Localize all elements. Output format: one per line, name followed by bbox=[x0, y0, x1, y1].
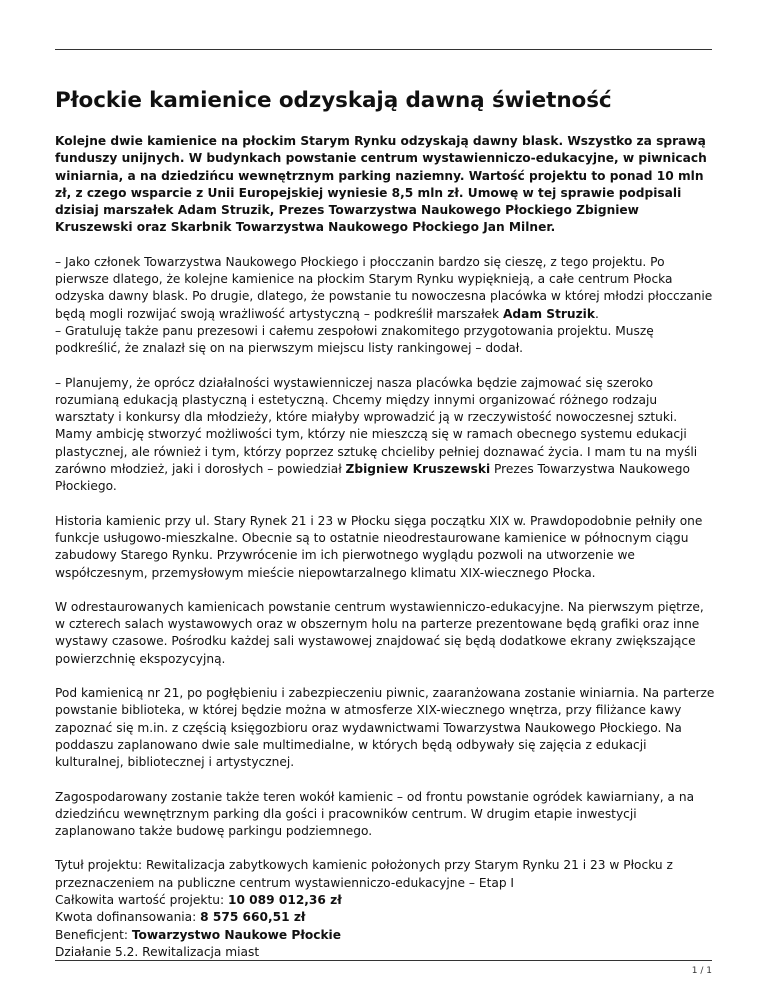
article bbox=[55, 84, 715, 961]
project-total-value: Całkowita wartość projektu: 10 089 012,36 zł bbox=[55, 892, 342, 907]
paragraph-2: – Planujemy, że oprócz działalności wystawienniczej nasza placówka będzie zajmować się szeroko rozumianą edukacją plastyczną i estetyczną. Chcemy między innymi organizować różnego rodzaju warsztaty i konkursy dla młodzieży, które miałyby wprowadzić ją w rzeczywistość nowoczesnej sztuki. Mamy ambicję stworzyć możliwości tym, którzy nie mieszczą się w ramach obecnego systemu edukacji plastycznej, ale również i tym, którzy poprzez sztukę chcieliby pełniej doznawać życia. I mam tu na myśli zarówno młodzież, jaki i dorosłych – powiedział Zbigniew Kruszewski Prezes Towarzystwa Naukowego Płockiego. bbox=[55, 375, 698, 494]
project-title: Tytuł projektu: Rewitalizacja zabytkowych kamienic położonych przy Starym Rynku 21 i 23 w Płocku z przeznaczeniem na publiczne centrum wystawienniczo-edukacyjne – Etap I bbox=[55, 858, 673, 890]
project-action: Działanie 5.2. Rewitalizacja miast bbox=[55, 944, 260, 959]
page-number: 1 / 1 bbox=[691, 966, 712, 976]
footer-rule bbox=[55, 960, 712, 961]
article-lead: Kolejne dwie kamienice na płockim Starym Rynku odzyskają dawny blask. Wszystko za sprawą funduszy unijnych. W budynkach powstanie centrum wystawienniczo-edukacyjne, w piwnicach winiarnia, a na dziedzińcu wewnętrznym parking naziemny. Wartość projektu to ponad 10 mln zł, z czego wsparcie z Unii Europejskiej wyniesie 8,5 mln zł. Umowę w tej sprawie podpisali dzisiaj marszałek Adam Struzik, Prezes Towarzystwa Naukowego Płockiego Zbigniew Kruszewski oraz Skarbnik Towarzystwa Naukowego Płockiego Jan Milner. bbox=[55, 134, 707, 235]
paragraph-1: – Jako członek Towarzystwa Naukowego Płockiego i płocczanin bardzo się cieszę, z tego projektu. Po pierwsze dlatego, że kolejne kamienice na płockim Starym Rynku wypięknieją, a całe centrum Płocka odzyska dawny blask. Po drugie, dlatego, że powstanie tu nowoczesna placówka w której młodzi płocczanie będą mogli rozwijać swoją wrażliwość artystyczną – podkreślił marszałek Adam Struzik. – Gratuluję także panu prezesowi i całemu zespołowi znakomitego przygotowania projektu. Muszę podkreślić, że znalazł się on na pierwszym miejscu listy rankingowej – dodał. bbox=[55, 254, 713, 356]
project-beneficiary: Beneficjent: Towarzystwo Naukowe Płockie bbox=[55, 927, 342, 942]
paragraph-5: Pod kamienicą nr 21, po pogłębieniu i zabezpieczeniu piwnic, zaaranżowana zostanie winiarnia. Na parterze powstanie biblioteka, w której będzie można w atmosferze XIX-wiecznego wnętrza, przy filiżance kawy zapoznać się m.in. z częścią księgozbioru oraz wydawnictwami Towarzystwa Naukowego Płockiego. Na poddaszu zaplanowano dwie sale multimedialne, w których będą odbywały się zajęcia z edukacji kulturalnej, bibliotecznej i artystycznej. bbox=[55, 686, 715, 770]
article-title: Płockie kamienice odzyskają dawną świetność bbox=[55, 88, 612, 113]
person-name: Adam Struzik bbox=[502, 306, 595, 321]
header-rule bbox=[55, 49, 712, 50]
project-funding: Kwota dofinansowania: 8 575 660,51 zł bbox=[55, 910, 306, 925]
paragraph-6: Zagospodarowany zostanie także teren wokół kamienic – od frontu powstanie ogródek kawiarniany, a na dziedzińcu wewnętrznym parking dla gości i pracowników centrum. W drugim etapie inwestycji zaplanowano także budowę parkingu podziemnego. bbox=[55, 789, 695, 839]
paragraph-4: W odrestaurowanych kamienicach powstanie centrum wystawienniczo-edukacyjne. Na pierwszym piętrze, w czterech salach wystawowych oraz w obszernym holu na parterze prezentowane będą grafiki oraz inne wystawy czasowe. Pośrodku każdej sali wystawowej znajdować się będą dodatkowe ekrany zwiększające powierzchnię ekspozycyjną. bbox=[55, 599, 704, 666]
paragraph-3: Historia kamienic przy ul. Stary Rynek 21 i 23 w Płocku sięga początku XIX w. Prawdopodobnie pełniły one funkcje usługowo-mieszkalne. Obecnie są to ostatnie nieodrestaurowane kamienice w północnym ciągu zabudowy Starego Rynku. Przywrócenie im ich pierwotnego wyglądu pozwoli na utworzenie we współczesnym, przemysłowym mieście niepowtarzalnego klimatu XIX-wiecznego Płocka. bbox=[55, 513, 703, 580]
project-info bbox=[55, 857, 715, 961]
person-name: Zbigniew Kruszewski bbox=[345, 462, 491, 477]
